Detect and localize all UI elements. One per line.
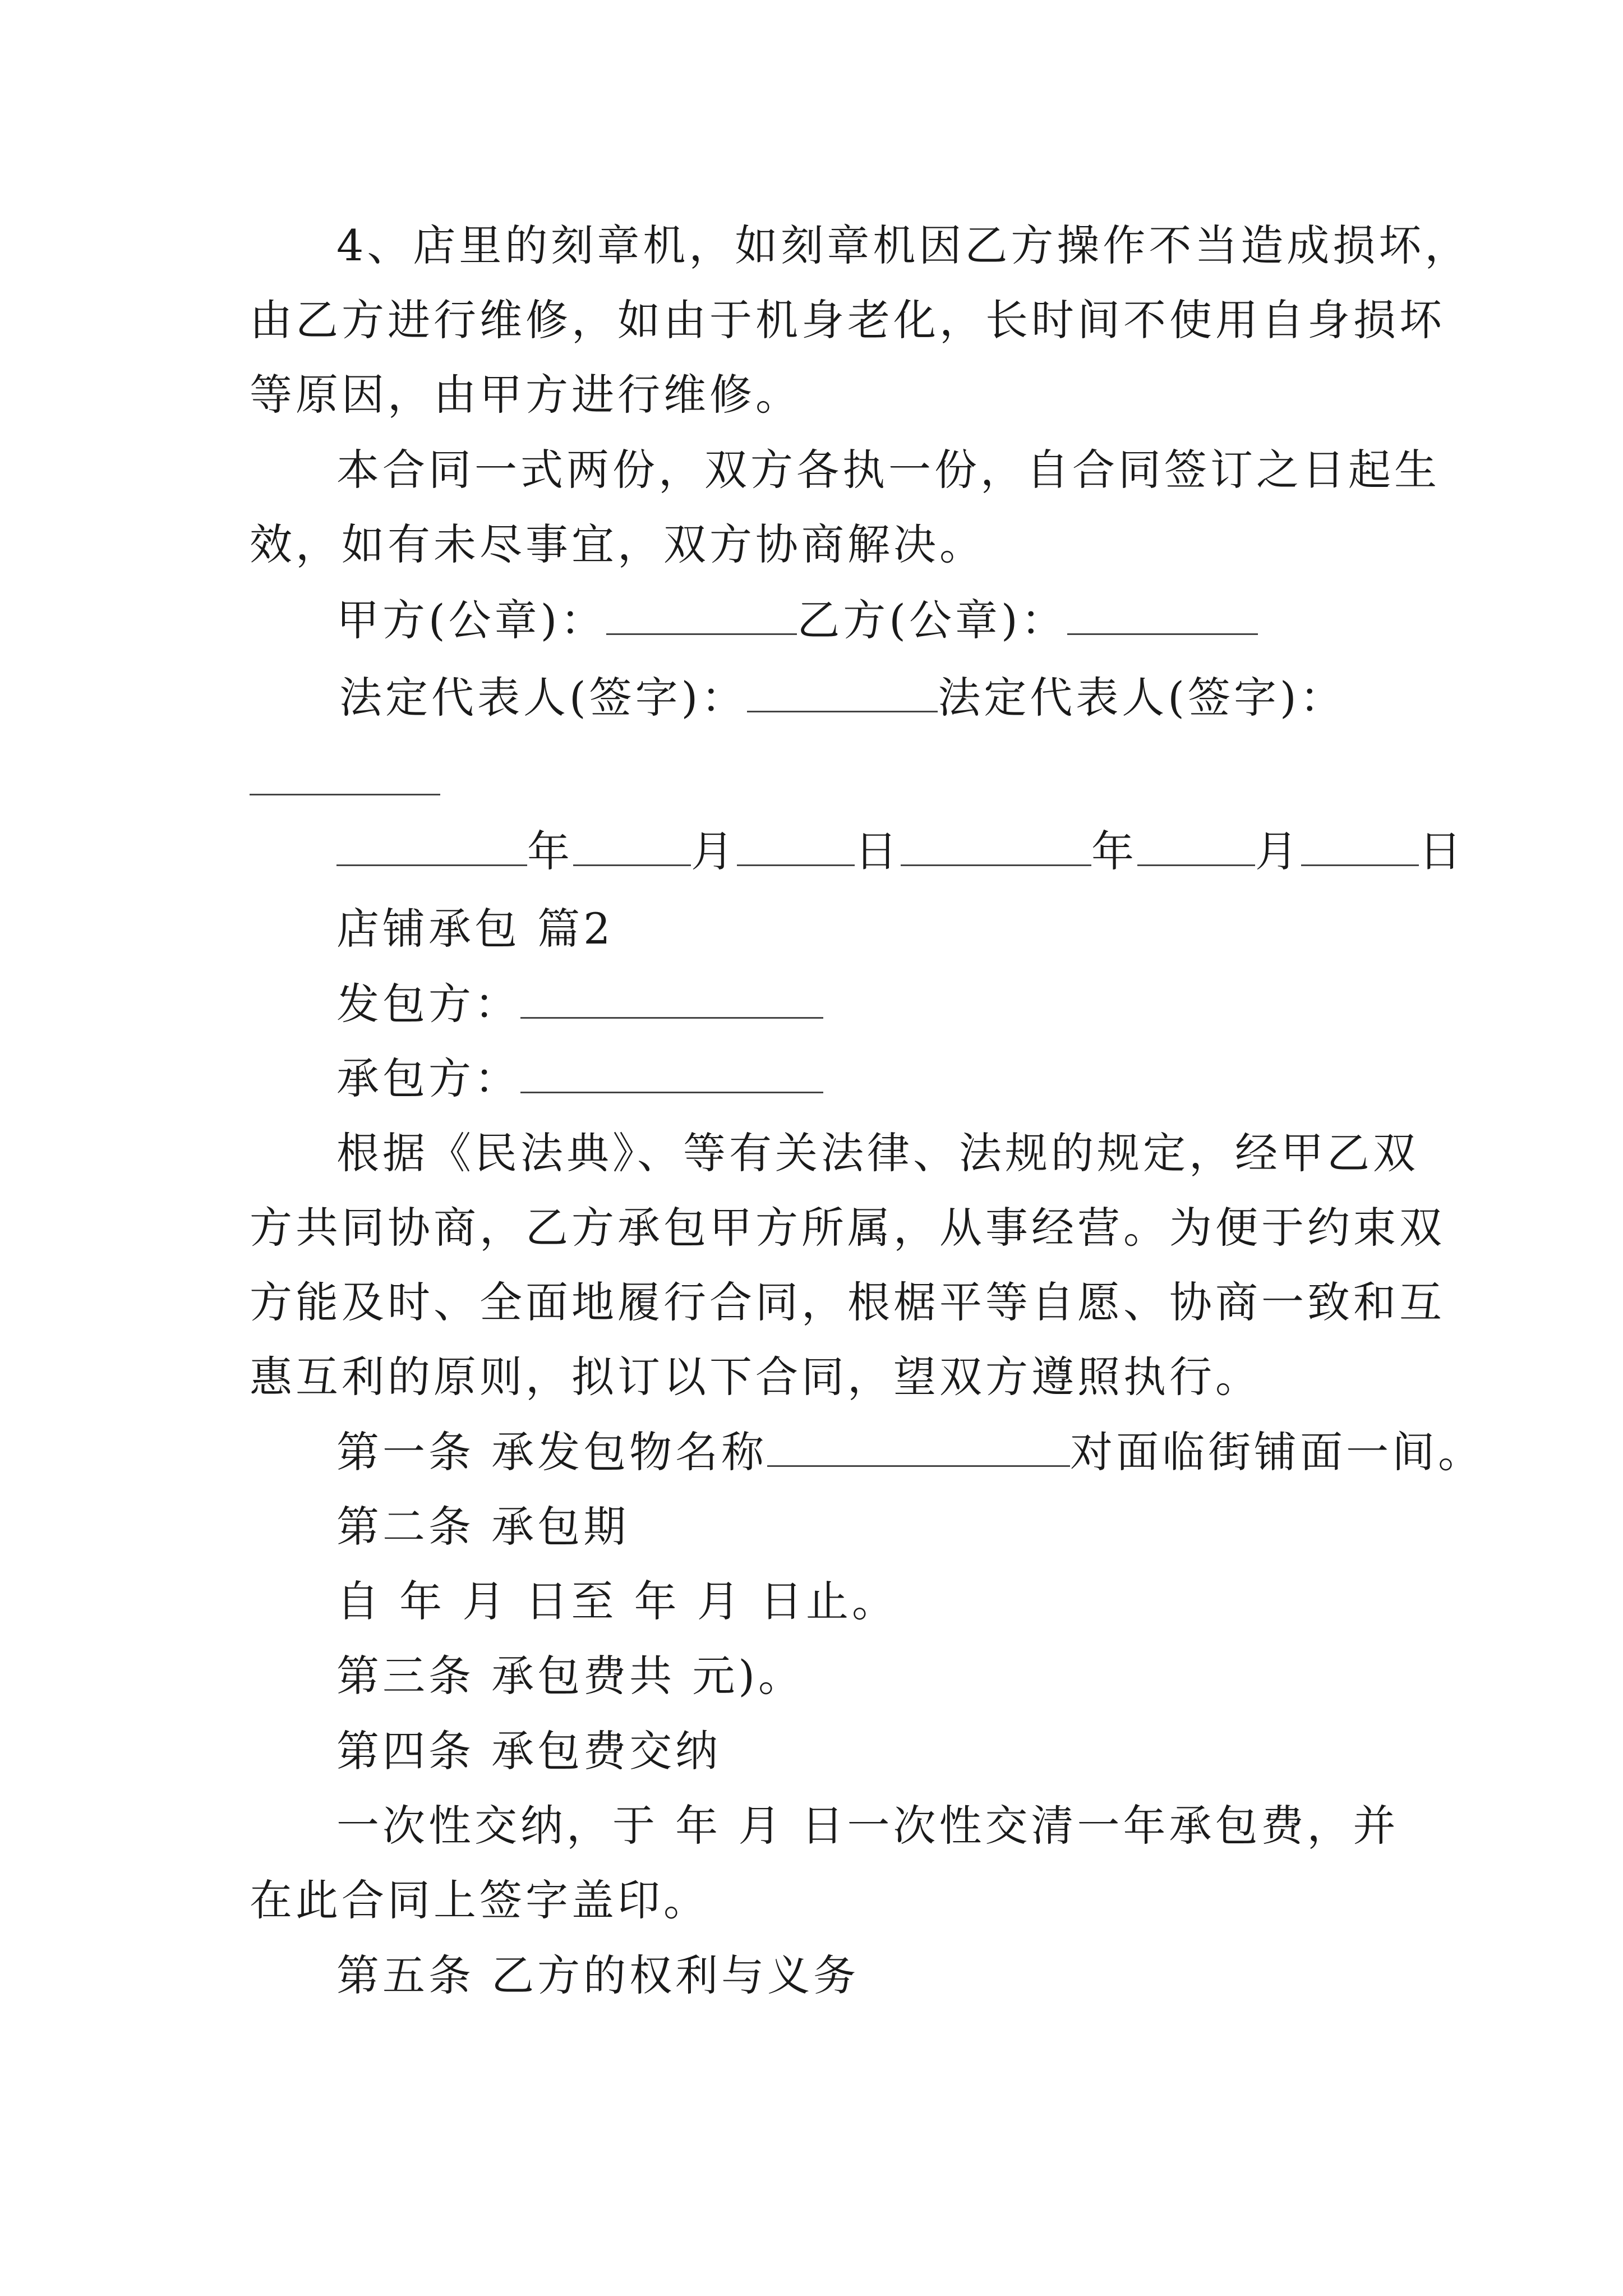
rep-b-blank[interactable] [250, 794, 440, 795]
rep-a-blank[interactable] [747, 677, 938, 712]
contractor-label: 承包方： [336, 1053, 520, 1103]
year-a-blank[interactable] [336, 831, 527, 866]
paragraph-line: 方共同协商，乙方承包甲方所属，从事经营。为便于约束双 [250, 1203, 1445, 1253]
issuer-line [336, 979, 823, 1029]
year-b-label: 年 [1091, 826, 1137, 876]
rep-a-label: 法定代表人(签字)： [339, 673, 748, 723]
paragraph-line: 本合同一式两份，双方各执一份，自合同签订之日起生 [336, 445, 1440, 495]
party-b-seal-label: 乙方(公章)： [797, 595, 1067, 645]
month-a-label: 月 [691, 826, 737, 876]
day-b-label: 日 [1419, 826, 1465, 876]
article-1-prefix: 第一条 承发包物名称 [336, 1427, 768, 1477]
article-5-heading: 第五条 乙方的权利与义务 [336, 1950, 860, 2000]
paragraph-line: 由乙方进行维修，如由于机身老化，长时间不使用自身损坏 [250, 295, 1445, 345]
paragraph-line: 根据《民法典》、等有关法律、法规的规定，经甲乙双 [336, 1128, 1419, 1178]
day-b-blank[interactable] [1301, 831, 1419, 866]
day-a-label: 日 [855, 826, 901, 876]
party-a-seal-blank[interactable] [606, 600, 797, 635]
paragraph-line: 等原因，由甲方进行维修。 [250, 370, 801, 420]
article-2-detail: 自 年 月 日至 年 月 日止。 [336, 1576, 898, 1626]
month-b-blank[interactable] [1137, 831, 1255, 866]
paragraph-line: 惠互利的原则，拟订以下合同，望双方遵照执行。 [250, 1352, 1261, 1402]
date-line [336, 826, 1465, 876]
article-1-line [336, 1427, 1484, 1477]
issuer-blank[interactable] [520, 983, 823, 1019]
issuer-label: 发包方： [336, 979, 520, 1029]
contractor-line [336, 1053, 823, 1103]
article-3: 第三条 承包费共 元)。 [336, 1651, 804, 1701]
day-a-blank[interactable] [737, 831, 855, 866]
signature-seal-line [336, 595, 1258, 645]
signature-representative-line [339, 673, 1346, 723]
article-2-heading: 第二条 承包期 [336, 1502, 630, 1552]
party-b-seal-blank[interactable] [1067, 600, 1258, 635]
month-a-blank[interactable] [573, 831, 691, 866]
party-a-seal-label: 甲方(公章)： [336, 595, 607, 645]
paragraph-line: 方能及时、全面地履行合同，根椐平等自愿、协商一致和互 [250, 1277, 1445, 1327]
article-4-detail-2: 在此合同上签字盖印。 [250, 1875, 709, 1925]
section-title: 店铺承包 篇2 [336, 904, 614, 954]
year-b-blank[interactable] [901, 831, 1091, 866]
article-4-detail-1: 一次性交纳，于 年 月 日一次性交清一年承包费，并 [336, 1801, 1399, 1851]
paragraph-line: 4、店里的刻章机，如刻章机因乙方操作不当造成损坏， [336, 220, 1471, 270]
article-1-suffix: 对面临街铺面一间。 [1070, 1427, 1484, 1477]
article-4-heading: 第四条 承包费交纳 [336, 1726, 722, 1776]
paragraph-line: 效，如有未尽事宜，双方协商解决。 [250, 519, 985, 569]
rep-b-label: 法定代表人(签字)： [938, 673, 1346, 723]
article-1-blank[interactable] [767, 1432, 1070, 1467]
year-a-label: 年 [527, 826, 573, 876]
month-b-label: 月 [1255, 826, 1301, 876]
contractor-blank[interactable] [520, 1058, 823, 1093]
